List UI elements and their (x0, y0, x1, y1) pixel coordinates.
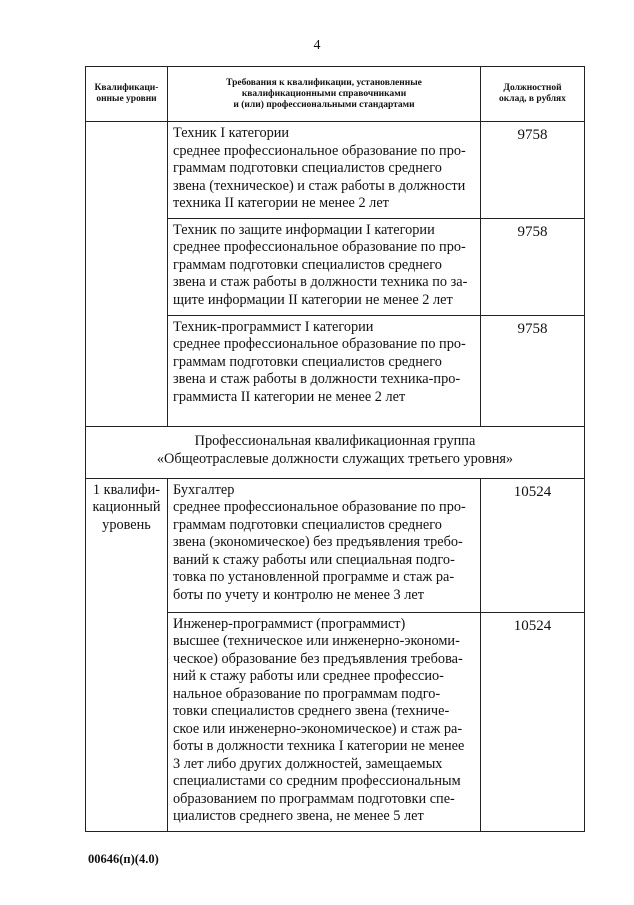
salary-cell: 9758 (481, 218, 585, 315)
requirement-line: ний к стажу работы или среднее профессио- (173, 668, 444, 684)
requirement-line: циалистов среднего звена, не менее 5 лет (173, 808, 424, 824)
requirement-line: ческое) образование без предъявления требова- (173, 650, 463, 667)
requirement-line: высшее (техническое или инженерно-экономи- (173, 633, 460, 649)
empty-level-cell (86, 122, 168, 427)
level-line3: уровень (102, 516, 151, 533)
salary-cell: 10524 (481, 478, 585, 612)
group-title-row (86, 426, 585, 478)
requirement-line: граммам подготовки специалистов среднего (173, 516, 442, 533)
requirement-line: звена (экономическое) без предъявления требо- (173, 534, 463, 550)
requirement-line: ское или инженерно-экономическое) и стаж ра- (173, 720, 463, 737)
requirement-line: товки специалистов среднего звена (техниче- (173, 703, 450, 719)
position-title: Инженер-программист (программист) (173, 615, 406, 632)
requirements-cell (168, 612, 481, 831)
position-title: Бухгалтер (173, 481, 235, 498)
requirement-line: граммам подготовки специалистов среднего (173, 256, 442, 273)
requirement-line: среднее профессиональное образование по про- (173, 142, 466, 159)
requirement-line: товка по установленной программе и стаж ра- (173, 569, 455, 585)
position-title: Техник по защите информации I категории (173, 221, 435, 238)
requirement-line: специалистами со средним профессиональным (173, 773, 461, 789)
requirements-cell (168, 122, 481, 219)
level-line1: 1 квалифи- (92, 481, 161, 498)
header-col3-line1: Должностной (503, 83, 562, 93)
group-title-line2: «Общеотраслевые должности служащих третьего уровня» (156, 450, 514, 467)
header-qualification-levels (86, 67, 168, 122)
group-title-cell (86, 426, 585, 478)
table-row (86, 478, 585, 612)
header-col2-line3: и (или) профессиональными стандартами (233, 99, 415, 110)
header-col3-line2: оклад, в рублях (499, 94, 566, 104)
position-title: Техник I категории (173, 125, 290, 141)
requirement-line: звена (техническое) и стаж работы в должности (173, 177, 466, 194)
requirement-line: звена и стаж работы в должности техника-про- (173, 371, 461, 387)
requirement-line: граммам подготовки специалистов среднего (173, 353, 442, 370)
header-col1-line1: Квалификаци- (94, 83, 159, 93)
document-code: 00646(п)(4.0) (88, 852, 159, 866)
salary-cell: 10524 (481, 612, 585, 831)
requirement-line: щите информации II категории не менее 2 лет (173, 291, 453, 308)
requirement-line: боты в должности техника I категории не менее (173, 738, 465, 754)
salary-cell: 9758 (481, 315, 585, 426)
requirement-line: боты по учету и контролю не менее 3 лет (173, 586, 424, 603)
requirements-cell (168, 218, 481, 315)
table-header-row (86, 67, 585, 122)
position-title: Техник-программист I категории (173, 318, 374, 335)
requirement-line: граммиста II категории не менее 2 лет (173, 388, 406, 405)
header-col1-line2: онные уровни (96, 94, 157, 104)
header-requirements (168, 67, 481, 122)
page-number: 4 (313, 38, 321, 53)
requirement-line: образованием по программам подготовки спе- (173, 790, 455, 807)
level-line2: кационный (92, 499, 161, 515)
requirements-cell (168, 478, 481, 612)
requirement-line: среднее профессиональное образование по про- (173, 336, 466, 352)
requirement-line: звена и стаж работы в должности техника по за- (173, 274, 468, 290)
table-row (86, 122, 585, 219)
salary-cell: 9758 (481, 122, 585, 219)
qualification-table (85, 66, 585, 832)
qualification-level-cell (86, 478, 168, 831)
requirement-line: ваний к стажу работы или специальная подго- (173, 551, 455, 568)
requirement-line: среднее профессиональное образование по про- (173, 239, 466, 255)
requirement-line: граммам подготовки специалистов среднего (173, 160, 442, 176)
group-title-line1: Профессиональная квалификационная группа (194, 432, 476, 449)
requirement-line: техника II категории не менее 2 лет (173, 195, 389, 211)
requirements-cell (168, 315, 481, 426)
header-col2-line1: Требования к квалификации, установленные (226, 77, 422, 88)
requirement-line: среднее профессиональное образование по про- (173, 499, 466, 515)
header-salary (481, 67, 585, 122)
requirement-line: нальное образование по программам подго- (173, 685, 441, 702)
header-col2-line2: квалификационными справочниками (241, 88, 407, 99)
requirement-line: 3 лет либо других должностей, замещаемых (173, 755, 443, 772)
